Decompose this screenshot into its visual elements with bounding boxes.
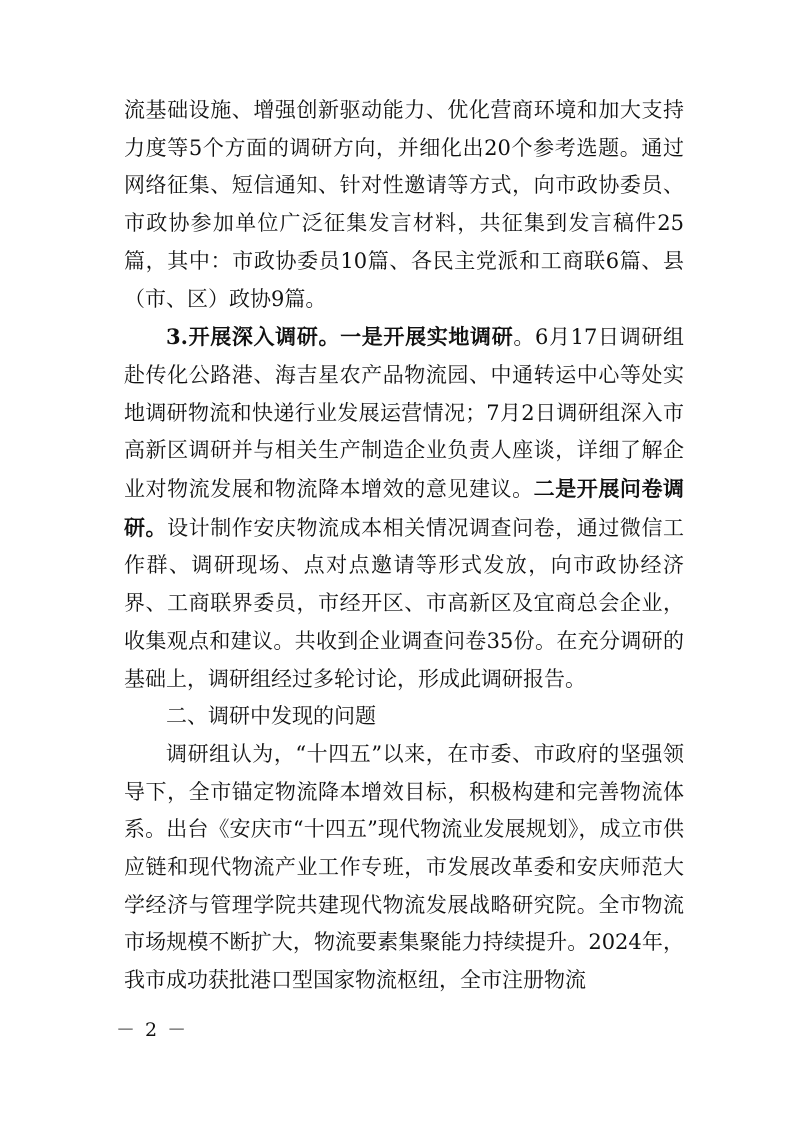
section-heading: [124, 698, 684, 736]
paragraph-1: [124, 92, 684, 318]
body-text: [124, 92, 684, 1000]
section-title: 3.开展深入调研。一是开展实地调研: [166, 324, 514, 350]
paragraph-text: 流基础设施、增强创新驱动能力、优化营商环境和加大支持力度等5个方面的调研方向，并细化出20个参考选题。通过网络征集、短信通知、针对性邀请等方式，向市政协委员、市政协参加单位广泛征集发言材料，共征集到发言稿件25篇，其中：市政协委员10篇、各民主党派和工商联6篇、县（市、区）政协9篇。: [124, 98, 684, 311]
heading-text: 二、调研中发现的问题: [166, 704, 376, 729]
paragraph-2: [124, 318, 684, 698]
page-number: － 2 －: [116, 1019, 189, 1041]
paragraph-text: 设计制作安庆物流成本相关情况调查问卷，通过微信工作群、调研现场、点对点邀请等形式发放，向市政协经济界、工商联界委员，市经开区、市高新区及宜商总会企业，收集观点和建议。共收到企业调查问卷35份。在充分调研的基础上，调研组经过多轮讨论，形成此调研报告。: [124, 515, 685, 691]
paragraph-text: 。6月17日调研组赴传化公路港、海吉星农产品物流园、中通转运中心等处实地调研物流和快递行业发展运营情况；7月2日调研组深入市高新区调研并与相关生产制造企业负责人座谈，详细了解企业对物流发展和物流降本增效的意见建议。: [124, 325, 685, 502]
paragraph-text: 调研组认为，“十四五”以来，在市委、市政府的坚强领导下，全市锚定物流降本增效目标，积极构建和完善物流体系。出台《安庆市“十四五”现代物流业发展规划》，成立市供应链和现代物流产业工作专班，市发展改革委和安庆师范大学经济与管理学院共建现代物流发展战略研究院。全市物流市场规模不断扩大，物流要素集聚能力持续提升。2024年，我市成功获批港口型国家物流枢纽，全市注册物流: [124, 741, 684, 993]
paragraph-3: [124, 736, 684, 1000]
subsection-title: 二是开展问卷调研。: [124, 476, 685, 540]
